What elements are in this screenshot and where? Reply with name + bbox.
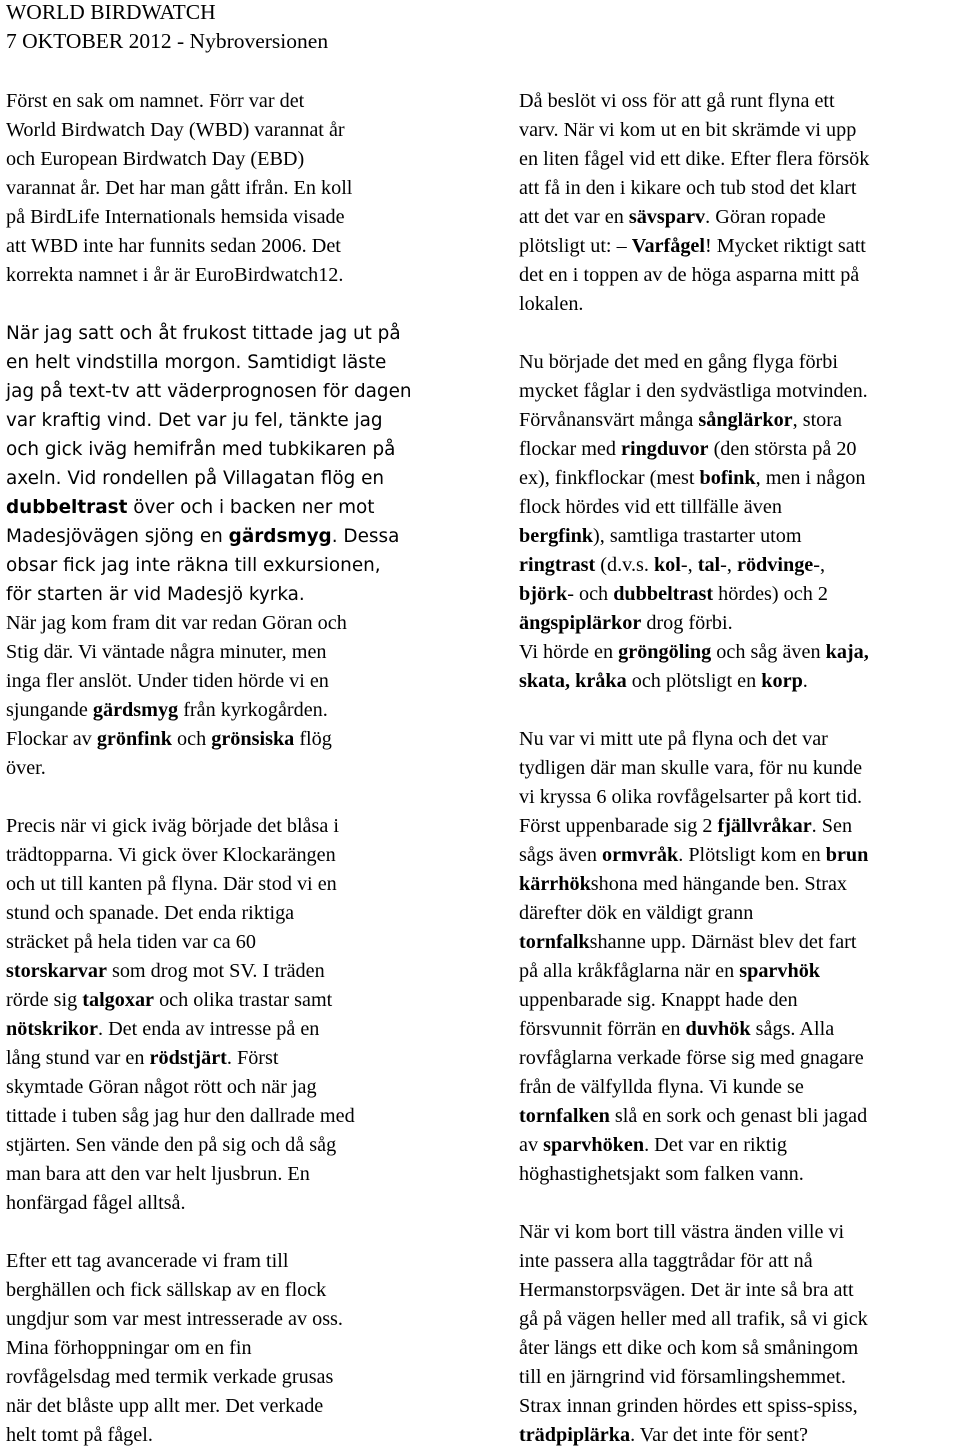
text-line [519,638,960,667]
text-run: på alla kråkfåglarna när en [519,960,740,982]
text-run: stjärten. Sen vände den på sig och då såg [6,1134,337,1156]
text-run: När vi kom bort till västra änden ville vi [519,1221,845,1243]
text-line [519,812,960,841]
text-line [6,1334,456,1363]
text-line [6,870,456,899]
text-run: mycket fåglar i den sydvästliga motvinden. [519,380,868,402]
text-line [519,841,960,870]
bird-species-name: ringtrast [519,554,596,576]
text-line [519,261,960,290]
text-run: flög [294,728,332,750]
paragraph-gap [6,1218,456,1247]
text-run: shanne upp. Därnäst blev det fart [589,931,857,953]
text-run: och [172,728,212,750]
text-line [519,1305,960,1334]
text-run: och plötsligt en [626,670,762,692]
text-run: (den största på 20 [708,438,857,460]
text-run: Först uppenbarade sig 2 [519,815,718,837]
text-line [6,609,456,638]
text-run: uppenbarade sig. Knappt hade den [519,989,798,1011]
right-column [519,87,960,1450]
text-run: var kraftig vind. Det var ju fel, tänkte jag [6,410,383,431]
text-run: flockar med [519,438,622,460]
bird-species-name: tal [697,554,721,576]
text-run: axeln. Vid rondellen på Villagatan flög en [6,468,385,489]
text-run: rovfågelsdag med termik verkade grusas [6,1366,334,1388]
bird-species-name: kol [653,554,681,576]
left-column [6,87,456,1450]
text-line [6,1044,456,1073]
paragraph-gap [519,696,960,725]
bird-species-name: grönfink [96,728,172,750]
bird-species-name: rödstjärt [149,1047,227,1069]
bird-species-name: fjällvråkar [717,815,812,837]
bird-species-name: ormvråk [601,844,679,866]
text-line [519,870,960,899]
text-run: -, [813,554,826,576]
text-run: till en järngrind vid församlingshemmet. [519,1366,846,1388]
text-run: . Plötsligt kom en [678,844,826,866]
text-line [519,87,960,116]
text-run: berghällen och fick sällskap av en flock [6,1279,327,1301]
text-line [519,986,960,1015]
text-run: därefter dök en väldigt grann [519,902,754,924]
bird-species-name: gröngöling [618,641,712,663]
text-run: när det blåste upp allt mer. Det verkade [6,1395,324,1417]
bird-species-name: nötskrikor [6,1018,98,1040]
text-line [519,522,960,551]
text-line [519,1218,960,1247]
text-run: . Göran ropade [705,206,826,228]
text-run: höghastighetsjakt som falken vann. [519,1163,804,1185]
text-line [6,522,456,551]
text-line [6,406,456,435]
bird-species-name: duvhök [685,1018,751,1040]
bird-species-name: talgoxar [82,989,155,1011]
text-line [6,145,456,174]
text-line [519,116,960,145]
text-line [6,638,456,667]
text-line [6,1160,456,1189]
text-run: att WBD inte har funnits sedan 2006. Det [6,235,341,257]
text-line [519,1247,960,1276]
document-header [6,0,328,56]
text-line [6,1131,456,1160]
text-run: och såg även [711,641,826,663]
text-line [6,899,456,928]
text-run: stund och spanade. Det enda riktiga [6,902,295,924]
text-line [519,435,960,464]
text-line [519,1102,960,1131]
document-date: 7 OKTOBER 2012 - Nybroversionen [6,29,329,53]
text-line [6,493,456,522]
bird-species-name: dubbeltrast [613,583,714,605]
text-run: åter längs ett dike och kom så småningom [519,1337,859,1359]
text-line [519,464,960,493]
text-line [6,1189,456,1218]
text-run: Flockar av [6,728,97,750]
text-run: ), samtliga trastarter utom [593,525,802,547]
text-line [6,1102,456,1131]
text-run: Madesjövägen sjöng en [6,526,229,547]
text-run: slå en sork och genast bli jagad [609,1105,868,1127]
bird-species-name: grönsiska [211,728,295,750]
paragraph-gap [6,783,456,812]
bird-species-name: gärdsmyg [228,526,332,547]
text-run: -, [720,554,737,576]
text-line [519,957,960,986]
text-line [519,899,960,928]
bird-species-name: tornfalken [519,1105,610,1127]
text-run: man bara att den var helt ljusbrun. En [6,1163,310,1185]
bird-species-name: rödvinge [736,554,814,576]
bird-species-name: skata, kråka [519,670,627,692]
bird-species-name: kärrhök [519,873,591,895]
text-run: . Först [226,1047,279,1069]
text-run: korrekta namnet i år är EuroBirdwatch12. [6,264,344,286]
text-run: obsar fick jag inte räkna till exkursionen, [6,555,381,576]
bird-species-name: storskarvar [6,960,107,982]
text-line [519,1044,960,1073]
text-run: rovfåglarna verkade förse sig med gnagare [519,1047,864,1069]
text-run: tittade i tuben såg jag hur den dallrade med [6,1105,355,1127]
text-line [519,406,960,435]
text-run: sågs även [519,844,602,866]
text-line [519,928,960,957]
text-line [519,1073,960,1102]
text-line [6,87,456,116]
text-line [6,580,456,609]
text-run: en liten fågel vid ett dike. Efter flera försök [519,148,870,170]
text-line [519,377,960,406]
text-line [519,1160,960,1189]
text-run: , stora [792,409,842,431]
text-run: World Birdwatch Day (WBD) varannat år [6,119,345,141]
text-run: vi kryssa 6 olika rovfågelsarter på kort tid. [519,786,863,808]
text-line [6,754,456,783]
text-run: gå på vägen heller med all trafik, så vi gick [519,1308,868,1330]
text-run: honfärgad fågel alltså. [6,1192,186,1214]
text-run: shona med hängande ben. Strax [590,873,847,895]
text-run: för starten är vid Madesjö kyrka. [6,584,305,605]
text-run: ex), finkflockar (mest [519,467,700,489]
text-run: från kyrkogården. [178,699,328,721]
text-line [6,928,456,957]
text-line [6,667,456,696]
bird-species-name: bergfink [519,525,594,547]
text-line [519,1276,960,1305]
text-line [519,232,960,261]
text-run: från de välfyllda flyna. Vi kunde se [519,1076,804,1098]
text-line [6,725,456,754]
bird-species-name: ringduvor [621,438,709,460]
text-line [6,957,456,986]
text-run: av [519,1134,544,1156]
text-run: inga fler anslöt. Under tiden hörde vi en [6,670,329,692]
text-line [6,1305,456,1334]
text-line [519,725,960,754]
paragraph-gap [519,1189,960,1218]
text-run: . Sen [811,815,853,837]
text-run: Mina förhoppningar om en fin [6,1337,252,1359]
text-line [519,1131,960,1160]
bird-species-name: sparvhök [739,960,821,982]
text-run: det en i toppen av de höga asparna mitt på [519,264,860,286]
text-line [6,435,456,464]
text-run: varv. När vi kom ut en bit skrämde vi upp [519,119,857,141]
text-run: att det var en [519,206,629,228]
text-run: Strax innan grinden hördes ett spiss-spiss, [519,1395,858,1417]
text-line [6,812,456,841]
text-line [6,1363,456,1392]
text-line [6,841,456,870]
text-run: och olika trastar samt [154,989,333,1011]
bird-species-name: trädpiplärka [519,1424,631,1446]
bird-species-name: sävsparv [628,206,706,228]
text-run: Stig där. Vi väntade några minuter, men [6,641,327,663]
text-run: och gick iväg hemifrån med tubkikaren på [6,439,396,460]
text-run: . Dessa [331,526,400,547]
text-run: trädtopparna. Vi gick över Klockarängen [6,844,336,866]
text-run: en helt vindstilla morgon. Samtidigt läste [6,352,387,373]
text-line [519,1363,960,1392]
text-line [519,667,960,696]
text-run: jag på text-tv att väderprognosen för dagen [6,381,412,402]
text-run: inte passera alla taggtrådar för att nå [519,1250,813,1272]
bird-species-name: Varfågel [631,235,705,257]
text-line [519,174,960,203]
bird-species-name: björk [519,583,568,605]
text-line [6,464,456,493]
text-run: helt tomt på fågel. [6,1424,153,1446]
text-run: rörde sig [6,989,83,1011]
text-run: över och i backen ner mot [127,497,375,518]
bird-species-name: kaja, [825,641,869,663]
text-line [519,203,960,232]
text-line [519,1421,960,1450]
bird-species-name: tornfalk [519,931,590,953]
paragraph-gap [6,290,456,319]
text-run: Nu var vi mitt ute på flyna och det var [519,728,828,750]
text-run: som drog mot SV. I träden [106,960,325,982]
text-line [6,1015,456,1044]
bird-species-name: korp [761,670,803,692]
text-run: och ut till kanten på flyna. Där stod vi en [6,873,337,895]
text-run: skymtade Göran något rött och när jag [6,1076,317,1098]
text-line [519,348,960,377]
bird-species-name: sånglärkor [698,409,793,431]
text-run: ! Mycket riktigt satt [705,235,866,257]
document-title: WORLD BIRDWATCH [6,0,216,24]
text-run: och European Birdwatch Day (EBD) [6,148,305,170]
text-run: . [802,670,808,692]
text-line [519,493,960,522]
text-run: att få in den i kikare och tub stod det klart [519,177,857,199]
paragraph-gap [519,319,960,348]
text-line [6,1073,456,1102]
text-line [6,232,456,261]
text-run: . Var det inte för sent? [630,1424,808,1446]
text-line [6,348,456,377]
text-run: sågs. Alla [750,1018,835,1040]
text-run: försvunnit förrän en [519,1018,686,1040]
text-run: (d.v.s. [595,554,654,576]
text-run: När jag kom fram dit var redan Göran och [6,612,347,634]
text-run: flock hördes vid ett tillfälle även [519,496,782,518]
text-run: - och [567,583,614,605]
text-line [519,754,960,783]
text-run: , men i någon [755,467,866,489]
text-run: När jag satt och åt frukost tittade jag ut på [6,323,401,344]
text-run: plötsligt ut: – [519,235,632,257]
text-line [519,290,960,319]
text-line [519,551,960,580]
text-line [6,116,456,145]
text-run: Då beslöt vi oss för att gå runt flyna ett [519,90,835,112]
bird-species-name: gärdsmyg [92,699,179,721]
text-line [6,1421,456,1450]
text-line [519,1392,960,1421]
text-run: hördes) och 2 [713,583,828,605]
text-run: ungdjur som var mest intresserade av oss. [6,1308,343,1330]
text-line [519,580,960,609]
text-run: . Det var en riktig [644,1134,788,1156]
text-run: tydligen där man skulle vara, för nu kunde [519,757,863,779]
text-run: sträcket på hela tiden var ca 60 [6,931,256,953]
text-run: över. [6,757,46,779]
text-run: -, [680,554,698,576]
text-line [6,319,456,348]
bird-species-name: bofink [699,467,756,489]
text-line [519,1015,960,1044]
text-line [6,1247,456,1276]
text-run: varannat år. Det har man gått ifrån. En koll [6,177,353,199]
text-line [6,203,456,232]
text-run: lång stund var en [6,1047,150,1069]
bird-species-name: dubbeltrast [6,497,128,518]
text-run: sjungande [6,699,93,721]
text-line [519,1334,960,1363]
text-run: Vi hörde en [519,641,619,663]
text-run: Precis när vi gick iväg började det blåsa i [6,815,339,837]
text-run: lokalen. [519,293,584,315]
text-run: på BirdLife Internationals hemsida visade [6,206,345,228]
text-line [6,1276,456,1305]
text-run: drog förbi. [641,612,733,634]
text-run: Hermanstorpsvägen. Det är inte så bra att [519,1279,854,1301]
text-line [519,145,960,174]
text-run: Förvånansvärt många [519,409,699,431]
text-run: . Det enda av intresse på en [97,1018,320,1040]
text-line [519,783,960,812]
text-line [6,174,456,203]
text-line [6,1392,456,1421]
text-run: Nu började det med en gång flyga förbi [519,351,838,373]
text-run: Efter ett tag avancerade vi fram till [6,1250,289,1272]
text-line [6,696,456,725]
text-run: Först en sak om namnet. Förr var det [6,90,305,112]
text-line [6,261,456,290]
bird-species-name: ängspiplärkor [519,612,642,634]
text-line [6,551,456,580]
text-line [6,377,456,406]
text-line [519,609,960,638]
text-line [6,986,456,1015]
bird-species-name: brun [825,844,869,866]
bird-species-name: sparvhöken [543,1134,645,1156]
